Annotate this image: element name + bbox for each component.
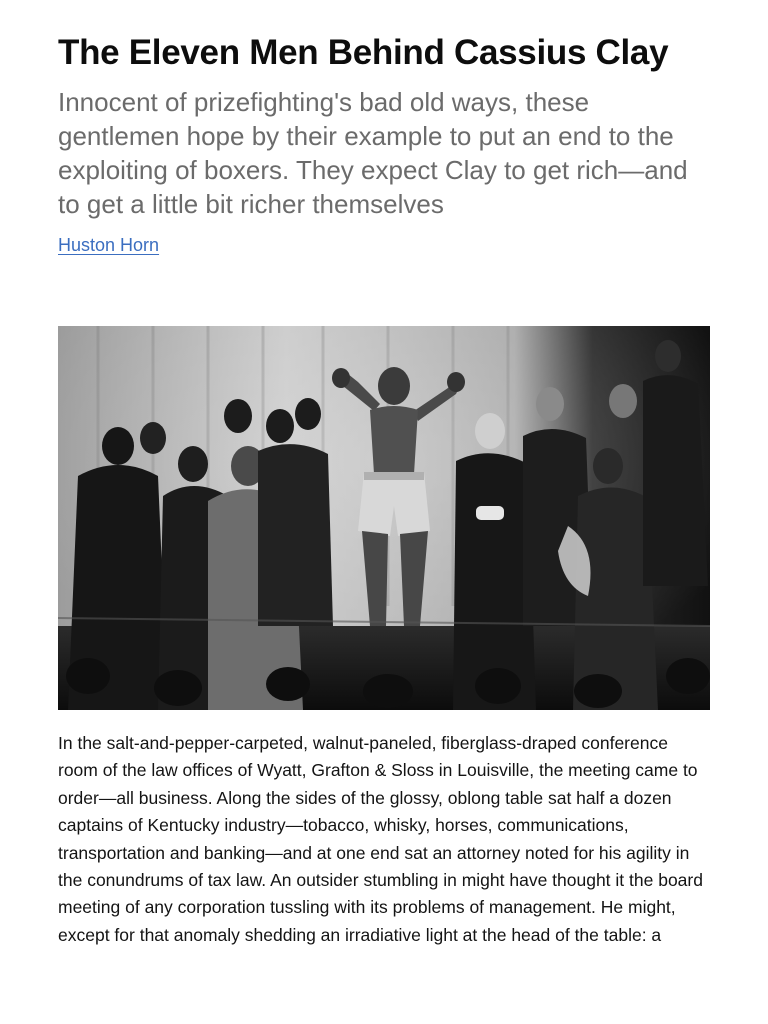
article-photo: [58, 326, 710, 710]
article-dek: Innocent of prizefighting's bad old ways, these gentlemen hope by their example to put an end to the exploiting of boxers. They expect Clay to get rich—and to get a little bit richer themselves: [58, 87, 688, 219]
author-link[interactable]: Huston Horn: [58, 235, 160, 255]
article-title: The Eleven Men Behind Cassius Clay: [58, 33, 669, 72]
article-body: In the salt-and-pepper-carpeted, walnut-paneled, fiberglass-draped conference room of the law offices of Wyatt, Grafton & Sloss in Louisville, the meeting came to order—all business. Along the sides of the glossy, oblong table sat half a dozen captains of Kentucky industry—tobacco, whisky, horses, communications, transportation and banking—and at one end sat an attorney noted for his agility in the conundrums of tax law. An outsider stumbling in might have thought it the board meeting of any corporation tussling with its problems of management. He might, except for that anomaly shedding an irradiative light at the head of the table: a: [58, 733, 703, 945]
article: [58, 30, 710, 945]
